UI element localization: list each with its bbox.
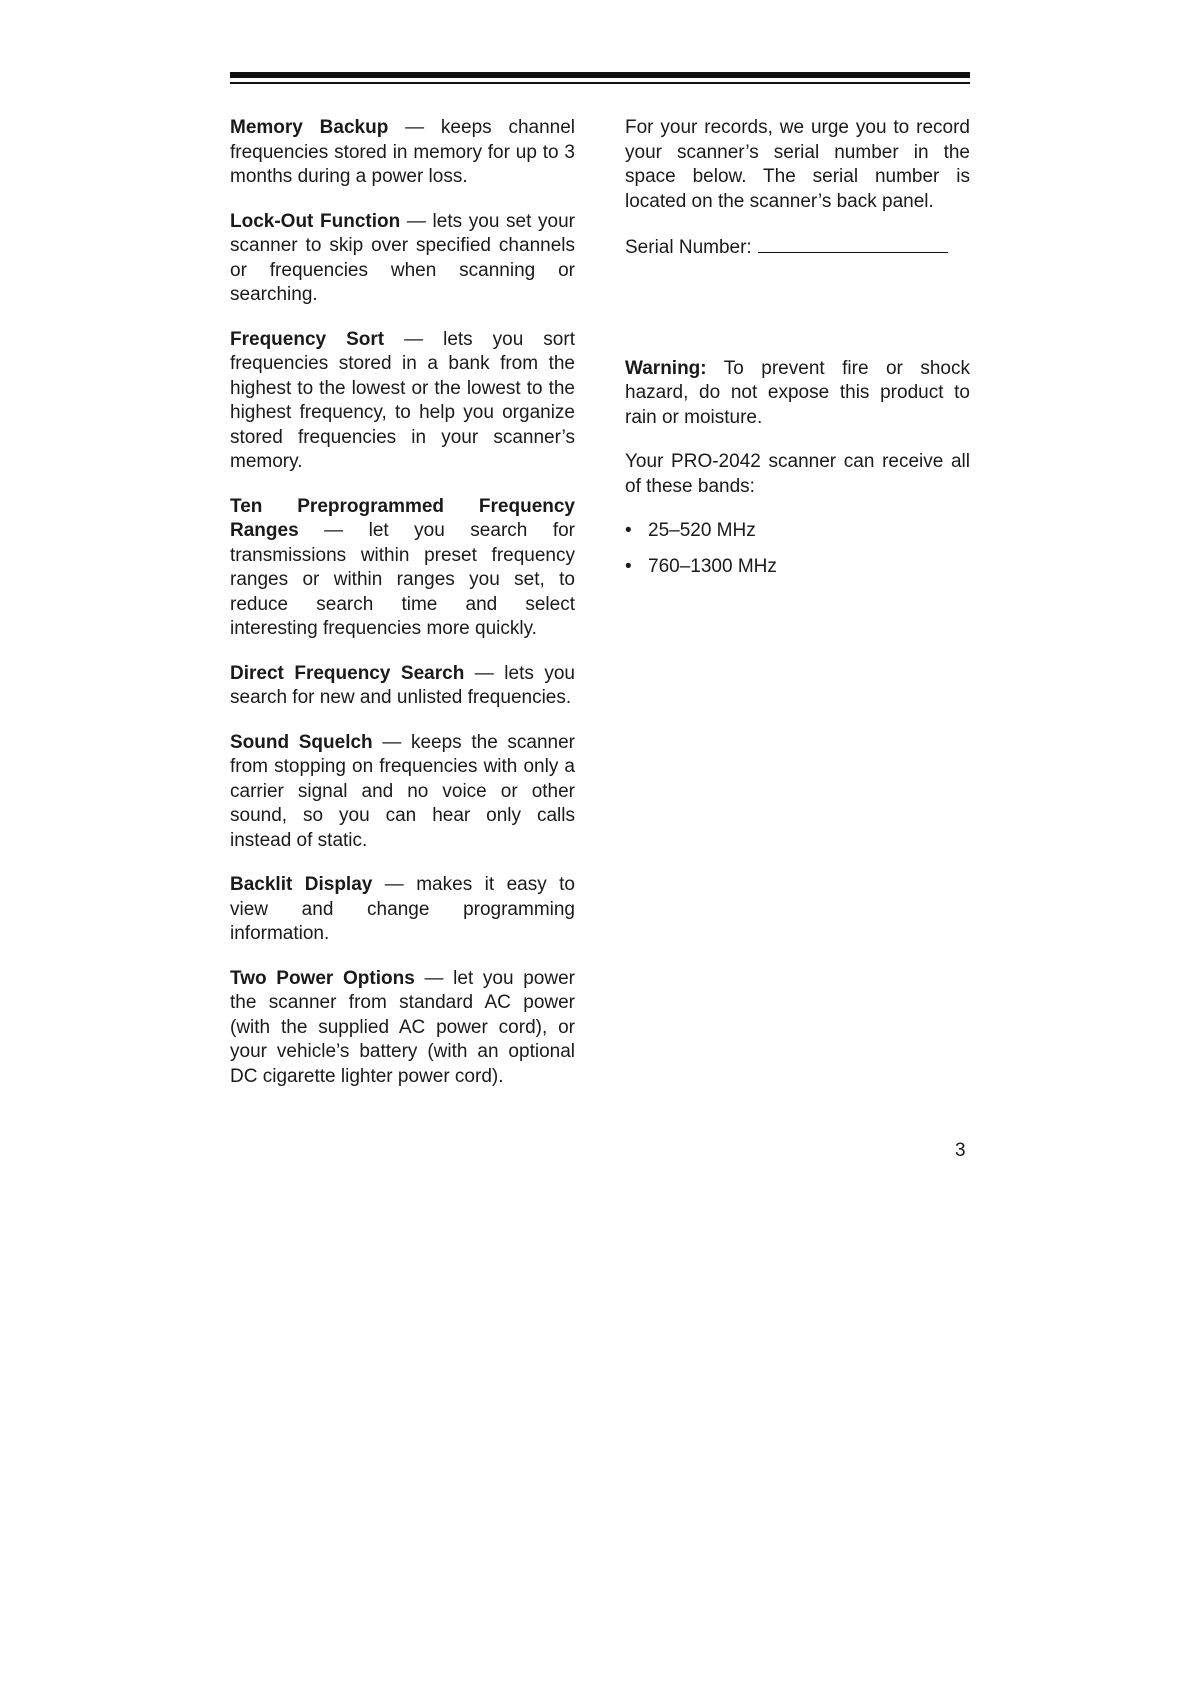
warning-paragraph [625,357,970,431]
bullet-icon: • [625,520,632,541]
feature-term: Direct Frequency Search [230,662,465,684]
records-paragraph: For your records, we urge you to record your scanner’s serial number in the space below. The serial number is located on the scanner’s back panel. [625,117,970,212]
feature-description: — let you power the scanner from standard AC power (with the supplied AC power cord), or your vehicle’s battery (with an optional DC cigarette lighter power cord). [230,967,575,1087]
band-item [625,519,970,544]
feature-description: — lets you sort frequencies stored in a bank from the highest to the lowest or the lowest to the highest frequency, to help you organize stored frequencies in your scanner’s memory. [230,328,575,472]
band-item [625,555,970,580]
header-rule-thin [230,82,970,84]
feature-frequency-sort [230,328,575,475]
feature-term: Lock-Out Function [230,210,401,232]
feature-term: Ten Preprogrammed Frequency Ranges [230,495,575,541]
serial-number-blank [758,234,948,253]
feature-backlit-display [230,873,575,947]
band-range: 25–520 MHz [648,520,756,541]
feature-preprogrammed-ranges [230,495,575,642]
features-column [230,116,575,1109]
feature-description: — keeps channel frequencies stored in memory for up to 3 months during a power loss. [230,117,575,187]
feature-term: Memory Backup [230,117,389,138]
feature-description: — makes it easy to view and change programming information. [230,874,575,944]
feature-two-power-options [230,967,575,1090]
serial-number-label: Serial Number: [625,237,752,258]
feature-direct-frequency-search [230,662,575,711]
feature-lock-out-function [230,210,575,308]
feature-sound-squelch [230,731,575,854]
serial-number-line [625,234,970,261]
feature-term: Sound Squelch [230,731,373,753]
header-rule-thick [230,72,970,78]
feature-description: — lets you set your scanner to skip over specified channels or frequencies when scanning or searching. [230,210,576,305]
page-number: 3 [955,1140,966,1161]
info-column [625,116,970,590]
feature-description: — let you search for transmissions within preset frequency ranges or within ranges you set, to reduce search time and select interesting frequencies more quickly. [230,520,575,639]
bands-list [625,519,970,579]
feature-term: Backlit Display [230,874,373,895]
feature-memory-backup [230,116,575,190]
feature-description: — lets you search for new and unlisted frequencies. [230,662,575,708]
feature-term: Frequency Sort [230,328,385,350]
feature-term: Two Power Options [230,967,415,989]
bands-intro: Your PRO-2042 scanner can receive all of these bands: [625,451,970,497]
feature-description: — keeps the scanner from stopping on frequencies with only a carrier signal and no voice or other sound, so you can hear only calls instead of static. [230,731,576,851]
band-range: 760–1300 MHz [648,555,777,577]
warning-text: To prevent fire or shock hazard, do not expose this product to rain or moisture. [625,357,970,428]
warning-label: Warning: [625,357,707,379]
bullet-icon: • [625,555,632,577]
